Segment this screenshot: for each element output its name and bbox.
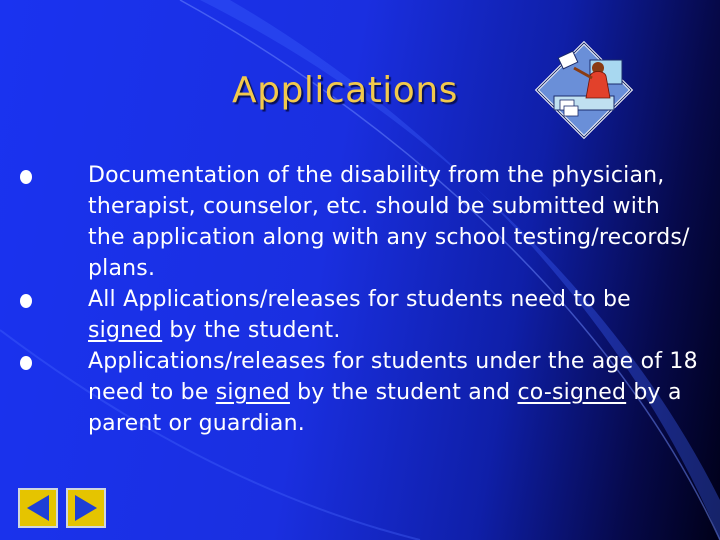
teacher-presenting-clipart-icon — [534, 40, 634, 140]
bullet-item — [20, 346, 700, 439]
bullet-item — [20, 284, 700, 346]
bullet-text-part: Applications/releases for students under the age of 18 need to be — [88, 349, 698, 405]
bullet-text-part: All Applications/releases for students need to be — [88, 287, 631, 312]
bullet-text-part: by the student and — [289, 380, 518, 405]
previous-slide-button[interactable] — [18, 488, 58, 528]
bullet-dot-icon — [20, 356, 32, 370]
bullet-list — [20, 160, 700, 439]
bullet-dot-icon — [20, 294, 32, 308]
bullet-text — [88, 346, 700, 439]
bullet-item — [20, 160, 700, 284]
underlined-word: co-signed — [517, 380, 627, 405]
next-slide-button[interactable] — [66, 488, 106, 528]
bullet-text-part: by a parent or guardian. — [88, 380, 682, 436]
bullet-text — [88, 284, 700, 346]
bullet-dot-icon — [20, 170, 32, 184]
arrow-right-icon — [68, 490, 104, 526]
underlined-word: signed — [88, 318, 163, 343]
bullet-text-part: Documentation of the disability from the physician, therapist, counselor, etc. should be submitted with the application along with any school testing/records/ plans. — [88, 163, 690, 281]
bullet-text-part: by the student. — [162, 318, 341, 343]
bullet-text — [88, 160, 700, 284]
slide-title: Applications — [232, 70, 458, 111]
underlined-word: signed — [215, 380, 290, 405]
arrow-left-icon — [20, 490, 56, 526]
